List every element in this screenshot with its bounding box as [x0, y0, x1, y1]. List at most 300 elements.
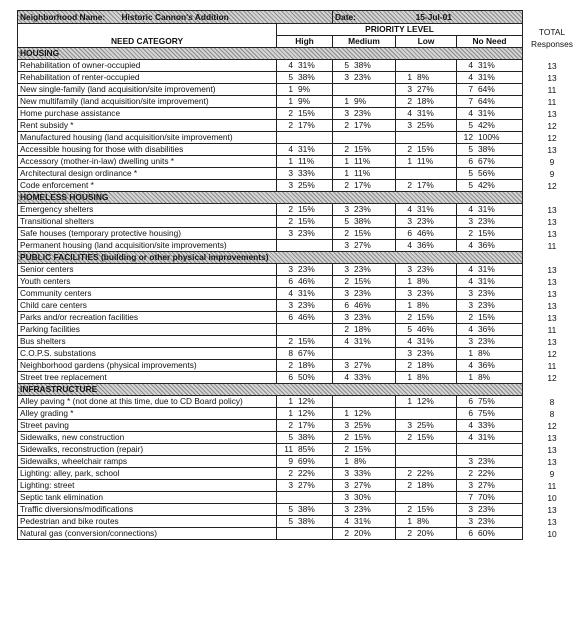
medium-count: 3	[344, 504, 349, 514]
medium-count: 2	[344, 444, 349, 454]
noneed-percent: 42%	[478, 180, 495, 190]
table-row	[18, 144, 523, 156]
high-percent: 23%	[298, 264, 315, 274]
medium-count: 4	[344, 372, 349, 382]
high-percent: 11%	[298, 156, 315, 166]
low-percent: 8%	[417, 72, 430, 82]
low-percent: 25%	[417, 120, 434, 130]
high-percent: 15%	[298, 336, 315, 346]
high-percent: 9%	[298, 96, 311, 106]
high-cell	[277, 444, 333, 456]
total-header-line2: Responses	[531, 39, 573, 49]
medium-percent: 9%	[354, 96, 367, 106]
noneed-percent: 42%	[478, 120, 495, 130]
low-count: 1	[407, 372, 412, 382]
table-row	[18, 228, 523, 240]
medium-count: 2	[344, 180, 349, 190]
medium-percent: 8%	[354, 456, 367, 466]
low-percent: 46%	[417, 324, 434, 334]
medium-percent: 33%	[354, 468, 371, 478]
medium-percent: 23%	[354, 108, 371, 118]
section-header	[18, 252, 523, 264]
low-count: 4	[407, 336, 412, 346]
noneed-cell	[457, 228, 523, 240]
low-count: 2	[407, 468, 412, 478]
medium-percent: 25%	[354, 420, 371, 430]
low-cell	[396, 216, 457, 228]
high-count: 2	[288, 468, 293, 478]
high-cell	[277, 372, 333, 384]
neighborhood-cell	[18, 11, 333, 24]
table-row	[18, 504, 523, 516]
section-header	[18, 384, 523, 396]
total-responses-value: 8	[549, 396, 555, 407]
low-count: 3	[407, 216, 412, 226]
table-row	[18, 180, 523, 192]
section-title: HOUSING	[18, 48, 523, 60]
need-label: Home purchase assistance	[18, 108, 277, 120]
low-percent: 8%	[417, 300, 430, 310]
high-percent: 27%	[298, 480, 315, 490]
high-cell	[277, 336, 333, 348]
low-percent: 15%	[417, 432, 434, 442]
medium-cell	[333, 132, 396, 144]
medium-count: 3	[344, 312, 349, 322]
low-count: 4	[407, 204, 412, 214]
noneed-percent: 36%	[478, 240, 495, 250]
low-cell	[396, 204, 457, 216]
need-label: Neighborhood gardens (physical improvements)	[18, 360, 277, 372]
low-cell	[396, 420, 457, 432]
table-row	[18, 204, 523, 216]
high-cell	[277, 360, 333, 372]
medium-percent: 11%	[354, 156, 371, 166]
noneed-percent: 31%	[478, 108, 495, 118]
noneed-count: 7	[468, 492, 473, 502]
noneed-percent: 36%	[478, 324, 495, 334]
noneed-count: 6	[468, 156, 473, 166]
high-percent: 50%	[298, 372, 315, 382]
noneed-cell	[457, 216, 523, 228]
priority-row	[18, 24, 523, 36]
low-count: 5	[407, 324, 412, 334]
total-responses-value: 11	[547, 96, 557, 107]
high-count: 2	[288, 108, 293, 118]
noneed-cell	[457, 156, 523, 168]
medium-cell	[333, 372, 396, 384]
need-label: Septic tank elimination	[18, 492, 277, 504]
medium-percent: 46%	[354, 300, 371, 310]
need-label: Rehabilitation of owner-occupied	[18, 60, 277, 72]
medium-percent: 27%	[354, 360, 371, 370]
medium-count: 3	[344, 108, 349, 118]
need-label: New multifamily (land acquisition/site improvement)	[18, 96, 277, 108]
table-row	[18, 288, 523, 300]
low-count: 4	[407, 108, 412, 118]
total-responses-value: 12	[547, 132, 557, 143]
medium-cell	[333, 216, 396, 228]
noneed-percent: 23%	[478, 504, 495, 514]
level-noneed-header: No Need	[457, 36, 523, 48]
need-label: Alley paving * (not done at this time, due to CD Board policy)	[18, 396, 277, 408]
noneed-percent: 15%	[478, 312, 495, 322]
header-row	[18, 11, 523, 24]
low-count: 2	[407, 180, 412, 190]
high-cell	[277, 84, 333, 96]
high-cell	[277, 276, 333, 288]
table-row	[18, 408, 523, 420]
high-count: 5	[288, 504, 293, 514]
medium-cell	[333, 396, 396, 408]
noneed-cell	[457, 288, 523, 300]
high-percent: 15%	[298, 108, 315, 118]
noneed-cell	[457, 204, 523, 216]
high-count: 6	[288, 276, 293, 286]
medium-count: 1	[344, 156, 349, 166]
low-cell	[396, 396, 457, 408]
medium-cell	[333, 324, 396, 336]
totals-column	[527, 26, 577, 539]
total-responses-value: 13	[547, 336, 557, 347]
high-cell	[277, 60, 333, 72]
noneed-percent: 27%	[478, 480, 495, 490]
need-label: Youth centers	[18, 276, 277, 288]
high-cell	[277, 264, 333, 276]
need-label: Transitional shelters	[18, 216, 277, 228]
total-responses-value: 10	[547, 528, 557, 539]
section-title: HOMELESS HOUSING	[18, 192, 523, 204]
noneed-count: 3	[468, 504, 473, 514]
high-count: 5	[288, 72, 293, 82]
need-category-header: NEED CATEGORY	[18, 24, 277, 48]
noneed-count: 6	[468, 528, 473, 538]
low-percent: 25%	[417, 420, 434, 430]
medium-cell	[333, 336, 396, 348]
noneed-percent: 23%	[478, 336, 495, 346]
low-percent: 15%	[417, 504, 434, 514]
medium-cell	[333, 144, 396, 156]
low-cell	[396, 324, 457, 336]
low-percent: 15%	[417, 312, 434, 322]
need-label: Accessible housing for those with disabilities	[18, 144, 277, 156]
low-count: 2	[407, 360, 412, 370]
date-cell	[333, 11, 523, 24]
total-responses-value: 13	[547, 288, 557, 299]
noneed-cell	[457, 480, 523, 492]
noneed-cell	[457, 468, 523, 480]
noneed-count: 4	[468, 324, 473, 334]
section-title: INFRASTRUCTURE	[18, 384, 523, 396]
high-percent: 15%	[298, 216, 315, 226]
noneed-cell	[457, 240, 523, 252]
total-responses-value: 13	[547, 504, 557, 515]
need-label: Code enforcement *	[18, 180, 277, 192]
noneed-percent: 22%	[478, 468, 495, 478]
total-responses-value: 13	[547, 264, 557, 275]
noneed-count: 4	[468, 432, 473, 442]
noneed-cell	[457, 60, 523, 72]
need-label: Sidewalks, reconstruction (repair)	[18, 444, 277, 456]
noneed-cell	[457, 444, 523, 456]
high-cell	[277, 228, 333, 240]
low-percent: 18%	[417, 480, 434, 490]
medium-percent: 27%	[354, 480, 371, 490]
noneed-cell	[457, 276, 523, 288]
level-medium-header: Medium	[333, 36, 396, 48]
noneed-count: 4	[468, 276, 473, 286]
noneed-percent: 67%	[478, 156, 495, 166]
low-percent: 17%	[417, 180, 434, 190]
priority-table	[17, 10, 523, 540]
medium-count: 5	[344, 60, 349, 70]
low-cell	[396, 96, 457, 108]
medium-cell	[333, 456, 396, 468]
low-cell	[396, 144, 457, 156]
high-count: 1	[288, 84, 293, 94]
high-percent: 38%	[298, 432, 315, 442]
medium-cell	[333, 228, 396, 240]
medium-cell	[333, 432, 396, 444]
noneed-percent: 75%	[478, 408, 495, 418]
medium-count: 3	[344, 264, 349, 274]
high-percent: 17%	[298, 120, 315, 130]
low-cell	[396, 312, 457, 324]
low-count: 1	[407, 516, 412, 526]
low-percent: 46%	[417, 228, 434, 238]
need-label: Child care centers	[18, 300, 277, 312]
medium-percent: 23%	[354, 72, 371, 82]
need-label: New single-family (land acquisition/site improvement)	[18, 84, 277, 96]
low-percent: 8%	[417, 372, 430, 382]
medium-percent: 15%	[354, 276, 371, 286]
table-row	[18, 324, 523, 336]
low-count: 3	[407, 120, 412, 130]
medium-count: 2	[344, 528, 349, 538]
low-cell	[396, 336, 457, 348]
noneed-count: 7	[468, 96, 473, 106]
noneed-cell	[457, 348, 523, 360]
low-count: 1	[407, 72, 412, 82]
noneed-count: 4	[468, 240, 473, 250]
noneed-cell	[457, 72, 523, 84]
low-cell	[396, 108, 457, 120]
high-count: 5	[288, 432, 293, 442]
low-cell	[396, 168, 457, 180]
high-count: 1	[288, 396, 293, 406]
noneed-cell	[457, 84, 523, 96]
noneed-cell	[457, 312, 523, 324]
noneed-percent: 31%	[478, 60, 495, 70]
high-count: 9	[288, 456, 293, 466]
high-cell	[277, 144, 333, 156]
noneed-percent: 31%	[478, 264, 495, 274]
medium-percent: 33%	[354, 372, 371, 382]
low-percent: 23%	[417, 288, 434, 298]
medium-cell	[333, 240, 396, 252]
low-count: 2	[407, 504, 412, 514]
medium-percent: 11%	[354, 168, 371, 178]
need-label: Accessory (mother-in-law) dwelling units *	[18, 156, 277, 168]
survey-sheet	[17, 10, 522, 540]
low-percent: 31%	[417, 108, 434, 118]
noneed-percent: 100%	[478, 132, 500, 142]
medium-cell	[333, 504, 396, 516]
low-percent: 23%	[417, 216, 434, 226]
high-count: 1	[288, 96, 293, 106]
medium-count: 1	[344, 456, 349, 466]
high-count: 3	[288, 264, 293, 274]
low-percent: 18%	[417, 96, 434, 106]
high-percent: 12%	[298, 408, 315, 418]
medium-count: 2	[344, 228, 349, 238]
noneed-cell	[457, 528, 523, 540]
total-responses-value: 13	[547, 276, 557, 287]
low-count: 3	[407, 288, 412, 298]
noneed-count: 2	[468, 228, 473, 238]
need-label: Natural gas (conversion/connections)	[18, 528, 277, 540]
high-count: 3	[288, 228, 293, 238]
medium-cell	[333, 264, 396, 276]
noneed-count: 5	[468, 144, 473, 154]
need-label: Lighting: street	[18, 480, 277, 492]
noneed-count: 4	[468, 360, 473, 370]
medium-count: 1	[344, 96, 349, 106]
high-count: 2	[288, 120, 293, 130]
priority-level-header: PRIORITY LEVEL	[277, 24, 523, 36]
need-label: Lighting: alley, park, school	[18, 468, 277, 480]
high-cell	[277, 324, 333, 336]
low-count: 2	[407, 480, 412, 490]
high-cell	[277, 288, 333, 300]
medium-percent: 12%	[354, 408, 371, 418]
low-count: 2	[407, 432, 412, 442]
table-row	[18, 96, 523, 108]
total-header-line1: TOTAL	[538, 27, 566, 37]
noneed-count: 5	[468, 168, 473, 178]
total-responses-value: 13	[547, 144, 557, 155]
medium-cell	[333, 420, 396, 432]
medium-count: 3	[344, 204, 349, 214]
medium-cell	[333, 72, 396, 84]
noneed-count: 7	[468, 84, 473, 94]
low-count: 2	[407, 144, 412, 154]
medium-cell	[333, 360, 396, 372]
low-percent: 22%	[417, 468, 434, 478]
low-cell	[396, 456, 457, 468]
medium-cell	[333, 312, 396, 324]
noneed-cell	[457, 372, 523, 384]
high-cell	[277, 468, 333, 480]
high-percent: 33%	[298, 168, 315, 178]
low-percent: 12%	[417, 396, 434, 406]
medium-count: 1	[344, 408, 349, 418]
low-cell	[396, 288, 457, 300]
high-count: 1	[288, 408, 293, 418]
need-label: Alley grading *	[18, 408, 277, 420]
medium-cell	[333, 168, 396, 180]
low-percent: 15%	[417, 144, 434, 154]
noneed-count: 3	[468, 480, 473, 490]
high-count: 2	[288, 204, 293, 214]
low-percent: 23%	[417, 348, 434, 358]
table-row	[18, 420, 523, 432]
high-count: 3	[288, 180, 293, 190]
table-row	[18, 84, 523, 96]
medium-count: 1	[344, 168, 349, 178]
need-label: Rent subsidy *	[18, 120, 277, 132]
low-percent: 8%	[417, 516, 430, 526]
noneed-percent: 70%	[478, 492, 495, 502]
low-cell	[396, 480, 457, 492]
need-label: Manufactured housing (land acquisition/site improvement)	[18, 132, 277, 144]
noneed-count: 3	[468, 516, 473, 526]
medium-percent: 23%	[354, 312, 371, 322]
noneed-percent: 75%	[478, 396, 495, 406]
table-row	[18, 60, 523, 72]
high-count: 6	[288, 372, 293, 382]
high-cell	[277, 72, 333, 84]
high-count: 4	[288, 60, 293, 70]
low-cell	[396, 528, 457, 540]
total-responses-value: 13	[547, 60, 557, 71]
noneed-count: 6	[468, 396, 473, 406]
low-cell	[396, 132, 457, 144]
low-count: 1	[407, 156, 412, 166]
medium-percent: 20%	[354, 528, 371, 538]
noneed-count: 2	[468, 312, 473, 322]
low-cell	[396, 504, 457, 516]
need-label: Community centers	[18, 288, 277, 300]
low-cell	[396, 516, 457, 528]
total-responses-value: 13	[547, 516, 557, 527]
high-cell	[277, 204, 333, 216]
noneed-percent: 64%	[478, 84, 495, 94]
medium-count: 4	[344, 516, 349, 526]
noneed-percent: 36%	[478, 360, 495, 370]
medium-percent: 38%	[354, 216, 371, 226]
medium-count: 3	[344, 288, 349, 298]
medium-count: 3	[344, 492, 349, 502]
low-percent: 31%	[417, 204, 434, 214]
medium-percent: 17%	[354, 120, 371, 130]
table-row	[18, 108, 523, 120]
noneed-cell	[457, 132, 523, 144]
noneed-cell	[457, 108, 523, 120]
total-responses-value: 9	[549, 168, 555, 179]
total-responses-value: 13	[547, 72, 557, 83]
noneed-cell	[457, 96, 523, 108]
high-count: 3	[288, 168, 293, 178]
noneed-count: 5	[468, 180, 473, 190]
noneed-count: 1	[468, 348, 473, 358]
medium-count: 3	[344, 360, 349, 370]
low-count: 1	[407, 396, 412, 406]
low-count: 1	[407, 276, 412, 286]
high-cell	[277, 156, 333, 168]
need-label: Emergency shelters	[18, 204, 277, 216]
need-label: Senior centers	[18, 264, 277, 276]
low-percent: 8%	[417, 276, 430, 286]
medium-count: 3	[344, 420, 349, 430]
total-responses-value: 13	[547, 432, 557, 443]
medium-percent: 18%	[354, 324, 371, 334]
table-row	[18, 300, 523, 312]
neighborhood-value: Historic Cannon's Addition	[121, 12, 229, 22]
high-cell	[277, 108, 333, 120]
high-cell	[277, 504, 333, 516]
high-count: 1	[288, 156, 293, 166]
medium-cell	[333, 276, 396, 288]
